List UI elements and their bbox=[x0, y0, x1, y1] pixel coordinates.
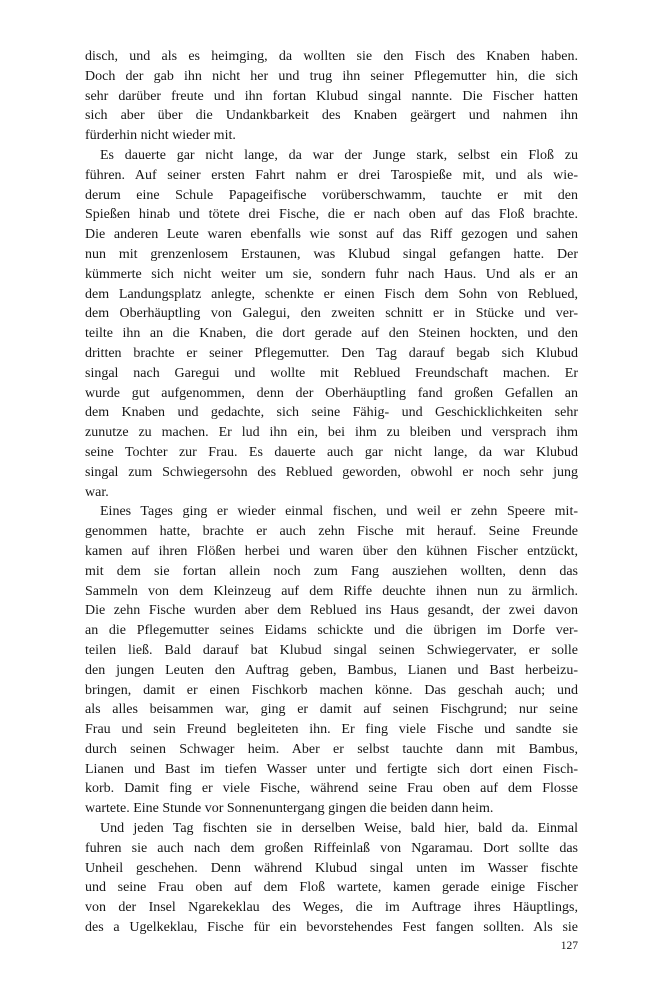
text-line: Die zehn Fische wurden aber dem Reblued ins Haus gesandt, der zwei davon bbox=[85, 603, 578, 619]
text-line: und seine Frau oben auf dem Floß wartete, kamen gerade einige Fischer bbox=[85, 880, 578, 896]
text-line: sich aber über die Undankbarkeit des Knaben geärgert und nahmen ihn bbox=[85, 108, 578, 124]
text-line: Lianen und Bast im tiefen Wasser unter und fertigte sich dort einen Fisch- bbox=[85, 761, 578, 777]
text-line: dem Oberhäuptling von Galegui, den zweiten schnitt er in Stücke und ver- bbox=[85, 306, 578, 322]
text-line: seine Tochter zur Frau. Es dauerte auch gar nicht lange, da war Klubud bbox=[85, 444, 578, 460]
text-line: war. bbox=[85, 484, 109, 500]
text-line: teilte ihn an die Knaben, die dort gerade auf den Steinen hockten, und den bbox=[85, 326, 578, 342]
text-line: dritten brachte er seiner Pflegemutter. Den Tag darauf begab sich Klubud bbox=[85, 345, 578, 361]
text-line: Unheil geschehen. Denn während Klubud singal unten im Wasser fischte bbox=[85, 860, 578, 876]
text-block bbox=[85, 47, 578, 938]
text-line: Doch der gab ihn nicht her und trug ihn seiner Pflegemutter hin, die sich bbox=[85, 68, 578, 84]
text-line: kamen auf ihren Flößen herbei und waren über den kühnen Fischer entzückt, bbox=[85, 543, 578, 559]
text-line: derum eine Schule Papageifische vorüberschwamm, tauchte er mit den bbox=[85, 187, 578, 203]
text-line: dem Knaben und gedachte, sich seine Fähig- und Geschicklichkeiten sehr bbox=[85, 405, 578, 421]
paragraph bbox=[85, 146, 578, 502]
text-line: als alles beisammen war, ging er damit auf seinen Fischgrund; nur seine bbox=[85, 702, 578, 718]
text-line: genommen hatte, brachte er auch zehn Fische mit herauf. Seine Freunde bbox=[85, 524, 578, 540]
text-line: von der Insel Ngarekeklau des Weges, die im Auftrage ihres Häuptlings, bbox=[85, 900, 578, 916]
text-line: bringen, damit er einen Fischkorb machen könne. Das geschah auch; und bbox=[85, 682, 578, 698]
paragraph bbox=[85, 502, 578, 819]
text-line: Frau und sein Freund begleiteten ihn. Er fing viele Fische und sandte sie bbox=[85, 722, 578, 738]
text-line: nun mit grenzenlosem Erstaunen, was Klubud singal gefangen hatte. Der bbox=[85, 246, 578, 262]
text-line: führen. Auf seiner ersten Fahrt nahm er drei Tarospieße mit, und als wie- bbox=[85, 167, 578, 183]
text-line: sehr darüber freute und ihn fortan Klubud singal nannte. Die Fischer hatten bbox=[85, 88, 578, 104]
text-line: Eines Tages ging er wieder einmal fischen, und weil er zehn Speere mit- bbox=[100, 504, 578, 520]
text-line: an die Pflegemutter seines Eidams schickte und die übrigen im Dorfe ver- bbox=[85, 623, 578, 639]
text-line: singal zum Schwiegersohn des Reblued geworden, obwohl er noch sehr jung bbox=[85, 464, 578, 480]
text-line: Die anderen Leute waren ebenfalls wie sonst auf das Riff gezogen und sahen bbox=[85, 227, 578, 243]
text-line: den jungen Leuten den Auftrag geben, Bambus, Lianen und Bast herbeizu- bbox=[85, 662, 578, 678]
text-line: Und jeden Tag fischten sie in derselben Weise, bald hier, bald da. Einmal bbox=[100, 821, 578, 837]
paragraph bbox=[85, 819, 578, 938]
page-number: 127 bbox=[560, 940, 578, 952]
text-line: dem Landungsplatz anlegte, schenkte er einen Fisch dem Sohn von Reblued, bbox=[85, 286, 578, 302]
text-line: korb. Damit fing er viele Fische, während seine Frau oben auf dem Flosse bbox=[85, 781, 578, 797]
text-line: des a Ugelkeklau, Fische für ein bevorstehendes Fest fangen sollten. Als sie bbox=[85, 920, 578, 936]
text-line: disch, und als es heimging, da wollten sie den Fisch des Knaben haben. bbox=[85, 49, 578, 64]
text-line: fürderhin nicht wieder mit. bbox=[85, 128, 236, 144]
text-line: mit dem sie fortan allein noch zum Fang ausziehen wollten, denn das bbox=[85, 563, 578, 579]
text-line: Sammeln von dem Kleinzeug auf dem Riffe deuchte ihnen nun zu ärmlich. bbox=[85, 583, 578, 599]
text-line: wartete. Eine Stunde vor Sonnenuntergang gingen die beiden dann heim. bbox=[85, 801, 494, 817]
text-line: durch seinen Schwager heim. Aber er selbst tauchte dann mit Bambus, bbox=[85, 741, 578, 757]
text-line: wurde gut aufgenommen, denn der Oberhäuptling fand großen Gefallen an bbox=[85, 385, 578, 401]
text-line: teilen ließ. Bald darauf bat Klubud singal seinen Schwiegervater, er solle bbox=[85, 642, 578, 658]
text-line: Spießen hinab und tötete drei Fische, die er nach oben auf das Floß brachte. bbox=[85, 207, 578, 223]
text-line: singal nach Garegui und wollte mit Reblued Freundschaft machen. Er bbox=[85, 365, 578, 381]
text-line: zunutze zu machen. Er lud ihn ein, bei ihm zu bleiben und versprach ihm bbox=[85, 425, 578, 441]
text-line: kümmerte sich nicht weiter um sie, sondern fuhr nach Haus. Und als er an bbox=[85, 266, 578, 282]
paragraph bbox=[85, 47, 578, 146]
text-line: Es dauerte gar nicht lange, da war der Junge stark, selbst ein Floß zu bbox=[100, 147, 578, 163]
text-line: fuhren sie auch nach dem großen Riffeinlaß von Ngaramau. Dort sollte das bbox=[85, 840, 578, 856]
